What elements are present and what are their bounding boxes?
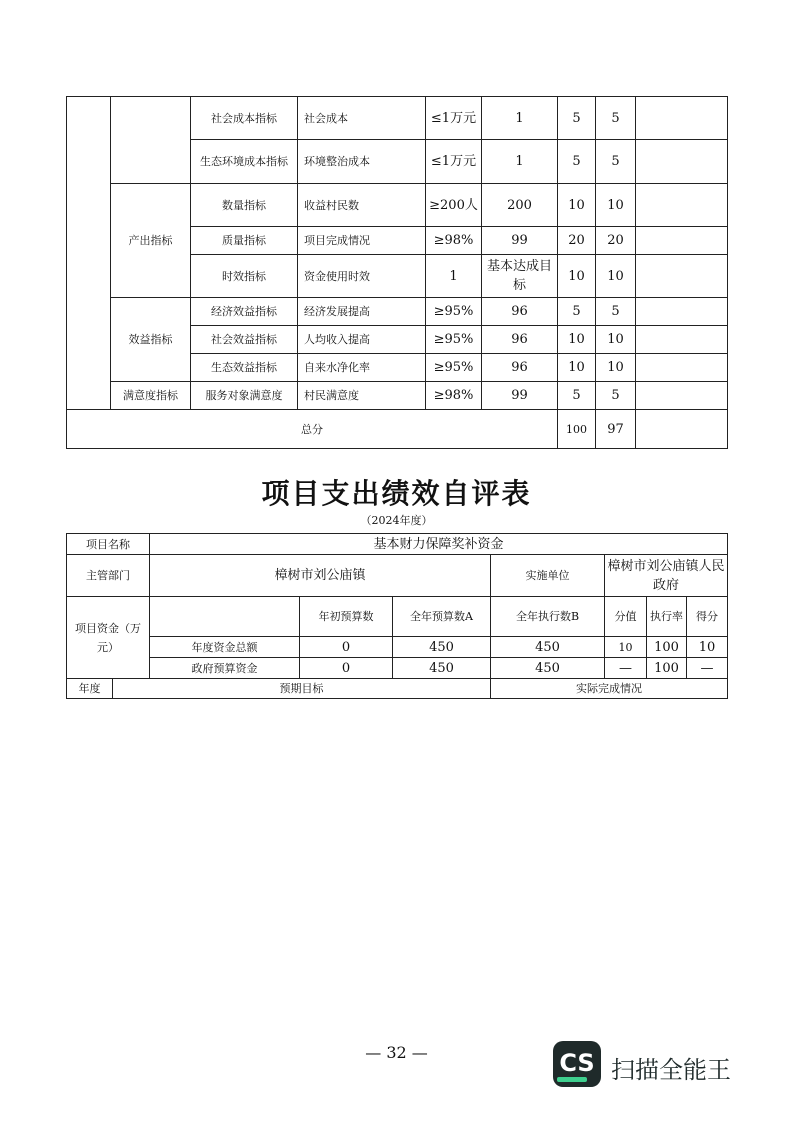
project-name-row bbox=[67, 534, 728, 555]
initial-budget-header: 年初预算数 bbox=[300, 597, 393, 637]
score-cell: 5 bbox=[596, 382, 636, 410]
actual-completion-label: 实际完成情况 bbox=[491, 679, 728, 699]
note-cell bbox=[636, 354, 728, 382]
target-cell: ≥98% bbox=[426, 382, 482, 410]
score-cell: 5 bbox=[596, 298, 636, 326]
camscanner-watermark bbox=[553, 1041, 763, 1089]
weight-cell: 10 bbox=[558, 255, 596, 298]
score-cell: 10 bbox=[596, 255, 636, 298]
l2-cell: 时效指标 bbox=[191, 255, 298, 298]
project-name-label: 项目名称 bbox=[67, 534, 150, 555]
l2-cell: 服务对象满意度 bbox=[191, 382, 298, 410]
indicator-row bbox=[67, 97, 728, 140]
weight-cell: 5 bbox=[558, 140, 596, 184]
fund-initial: 0 bbox=[300, 658, 393, 679]
l2-cell: 生态环境成本指标 bbox=[191, 140, 298, 184]
note-cell bbox=[636, 140, 728, 184]
actual-cell: 96 bbox=[482, 354, 558, 382]
fund-weight: 10 bbox=[605, 637, 647, 658]
l1-cell bbox=[111, 97, 191, 184]
weight-cell: 20 bbox=[558, 227, 596, 255]
target-cell: ≥95% bbox=[426, 354, 482, 382]
indicator-row bbox=[67, 184, 728, 227]
expected-goal-label: 预期目标 bbox=[113, 679, 491, 699]
l2-cell: 数量指标 bbox=[191, 184, 298, 227]
note-cell bbox=[636, 227, 728, 255]
note-cell bbox=[636, 184, 728, 227]
fund-rate: 100 bbox=[647, 637, 687, 658]
note-cell bbox=[636, 255, 728, 298]
l2-cell: 质量指标 bbox=[191, 227, 298, 255]
funds-label: 项目资金（万元） bbox=[67, 597, 150, 679]
note-cell bbox=[636, 97, 728, 140]
rate-header: 执行率 bbox=[647, 597, 687, 637]
target-cell: ≥98% bbox=[426, 227, 482, 255]
l3-cell: 人均收入提高 bbox=[298, 326, 426, 354]
impl-unit-value: 樟树市刘公庙镇人民政府 bbox=[605, 555, 728, 597]
score-header: 得分 bbox=[687, 597, 728, 637]
l2-cell: 经济效益指标 bbox=[191, 298, 298, 326]
l1-cell: 效益指标 bbox=[111, 298, 191, 382]
target-cell: ≥95% bbox=[426, 298, 482, 326]
indicator-row bbox=[67, 382, 728, 410]
fund-score: — bbox=[687, 658, 728, 679]
fund-row-label: 年度资金总额 bbox=[150, 637, 300, 658]
camscanner-brand-text: 扫描全能王 bbox=[611, 1056, 731, 1084]
page-number: — 32 — bbox=[365, 1043, 428, 1062]
target-cell: ≤1万元 bbox=[426, 140, 482, 184]
fund-weight: — bbox=[605, 658, 647, 679]
funds-blank-header bbox=[150, 597, 300, 637]
weight-cell: 10 bbox=[558, 326, 596, 354]
indicator-row bbox=[67, 298, 728, 326]
note-cell bbox=[636, 298, 728, 326]
page-title: 项目支出绩效自评表 bbox=[261, 477, 532, 510]
goals-header-row bbox=[67, 679, 728, 699]
actual-cell: 200 bbox=[482, 184, 558, 227]
actual-cell: 96 bbox=[482, 298, 558, 326]
score-cell: 10 bbox=[596, 354, 636, 382]
funds-header-row bbox=[67, 597, 728, 637]
fund-rate: 100 bbox=[647, 658, 687, 679]
fund-row bbox=[67, 658, 728, 679]
l1-cell: 满意度指标 bbox=[111, 382, 191, 410]
actual-cell: 99 bbox=[482, 227, 558, 255]
l3-cell: 社会成本 bbox=[298, 97, 426, 140]
dept-value: 樟树市刘公庙镇 bbox=[150, 555, 491, 597]
impl-unit-label: 实施单位 bbox=[491, 555, 605, 597]
l3-cell: 资金使用时效 bbox=[298, 255, 426, 298]
weight-cell: 5 bbox=[558, 298, 596, 326]
total-score: 97 bbox=[596, 410, 636, 449]
year-label: 年度 bbox=[67, 679, 113, 699]
camscanner-badge-text: CS bbox=[559, 1049, 595, 1077]
total-label: 总分 bbox=[67, 410, 558, 449]
dept-row bbox=[67, 555, 728, 597]
fund-executed: 450 bbox=[491, 637, 605, 658]
l3-cell: 收益村民数 bbox=[298, 184, 426, 227]
l3-cell: 村民满意度 bbox=[298, 382, 426, 410]
note-cell bbox=[636, 382, 728, 410]
l3-cell: 经济发展提高 bbox=[298, 298, 426, 326]
executed-header: 全年执行数B bbox=[491, 597, 605, 637]
total-note bbox=[636, 410, 728, 449]
fund-annual: 450 bbox=[393, 658, 491, 679]
score-cell: 5 bbox=[596, 97, 636, 140]
total-weight: 100 bbox=[558, 410, 596, 449]
l1-cell: 产出指标 bbox=[111, 184, 191, 298]
score-cell: 10 bbox=[596, 326, 636, 354]
l3-cell: 环境整治成本 bbox=[298, 140, 426, 184]
score-cell: 5 bbox=[596, 140, 636, 184]
actual-cell: 99 bbox=[482, 382, 558, 410]
l3-cell: 项目完成情况 bbox=[298, 227, 426, 255]
weight-cell: 10 bbox=[558, 354, 596, 382]
target-cell: ≥200人 bbox=[426, 184, 482, 227]
total-row bbox=[67, 410, 728, 449]
l2-cell: 生态效益指标 bbox=[191, 354, 298, 382]
dept-label: 主管部门 bbox=[67, 555, 150, 597]
l0-cell bbox=[67, 97, 111, 410]
target-cell: 1 bbox=[426, 255, 482, 298]
l2-cell: 社会效益指标 bbox=[191, 326, 298, 354]
fund-initial: 0 bbox=[300, 637, 393, 658]
target-cell: ≥95% bbox=[426, 326, 482, 354]
target-cell: ≤1万元 bbox=[426, 97, 482, 140]
fund-score: 10 bbox=[687, 637, 728, 658]
fund-annual: 450 bbox=[393, 637, 491, 658]
l3-cell: 自来水净化率 bbox=[298, 354, 426, 382]
weight-cell: 5 bbox=[558, 97, 596, 140]
fund-row bbox=[67, 637, 728, 658]
l2-cell: 社会成本指标 bbox=[191, 97, 298, 140]
project-name-value: 基本财力保障奖补资金 bbox=[150, 534, 728, 555]
weight-header: 分值 bbox=[605, 597, 647, 637]
score-cell: 10 bbox=[596, 184, 636, 227]
weight-cell: 10 bbox=[558, 184, 596, 227]
fund-executed: 450 bbox=[491, 658, 605, 679]
annual-budget-header: 全年预算数A bbox=[393, 597, 491, 637]
actual-cell: 96 bbox=[482, 326, 558, 354]
actual-cell: 1 bbox=[482, 97, 558, 140]
weight-cell: 5 bbox=[558, 382, 596, 410]
score-cell: 20 bbox=[596, 227, 636, 255]
note-cell bbox=[636, 326, 728, 354]
self-eval-table bbox=[66, 533, 728, 699]
actual-cell: 基本达成目标 bbox=[482, 255, 558, 298]
page-subtitle: （2024年度） bbox=[360, 514, 433, 527]
indicator-table bbox=[66, 96, 728, 449]
fund-row-label: 政府预算资金 bbox=[150, 658, 300, 679]
camscanner-logo-icon bbox=[553, 1041, 601, 1087]
actual-cell: 1 bbox=[482, 140, 558, 184]
